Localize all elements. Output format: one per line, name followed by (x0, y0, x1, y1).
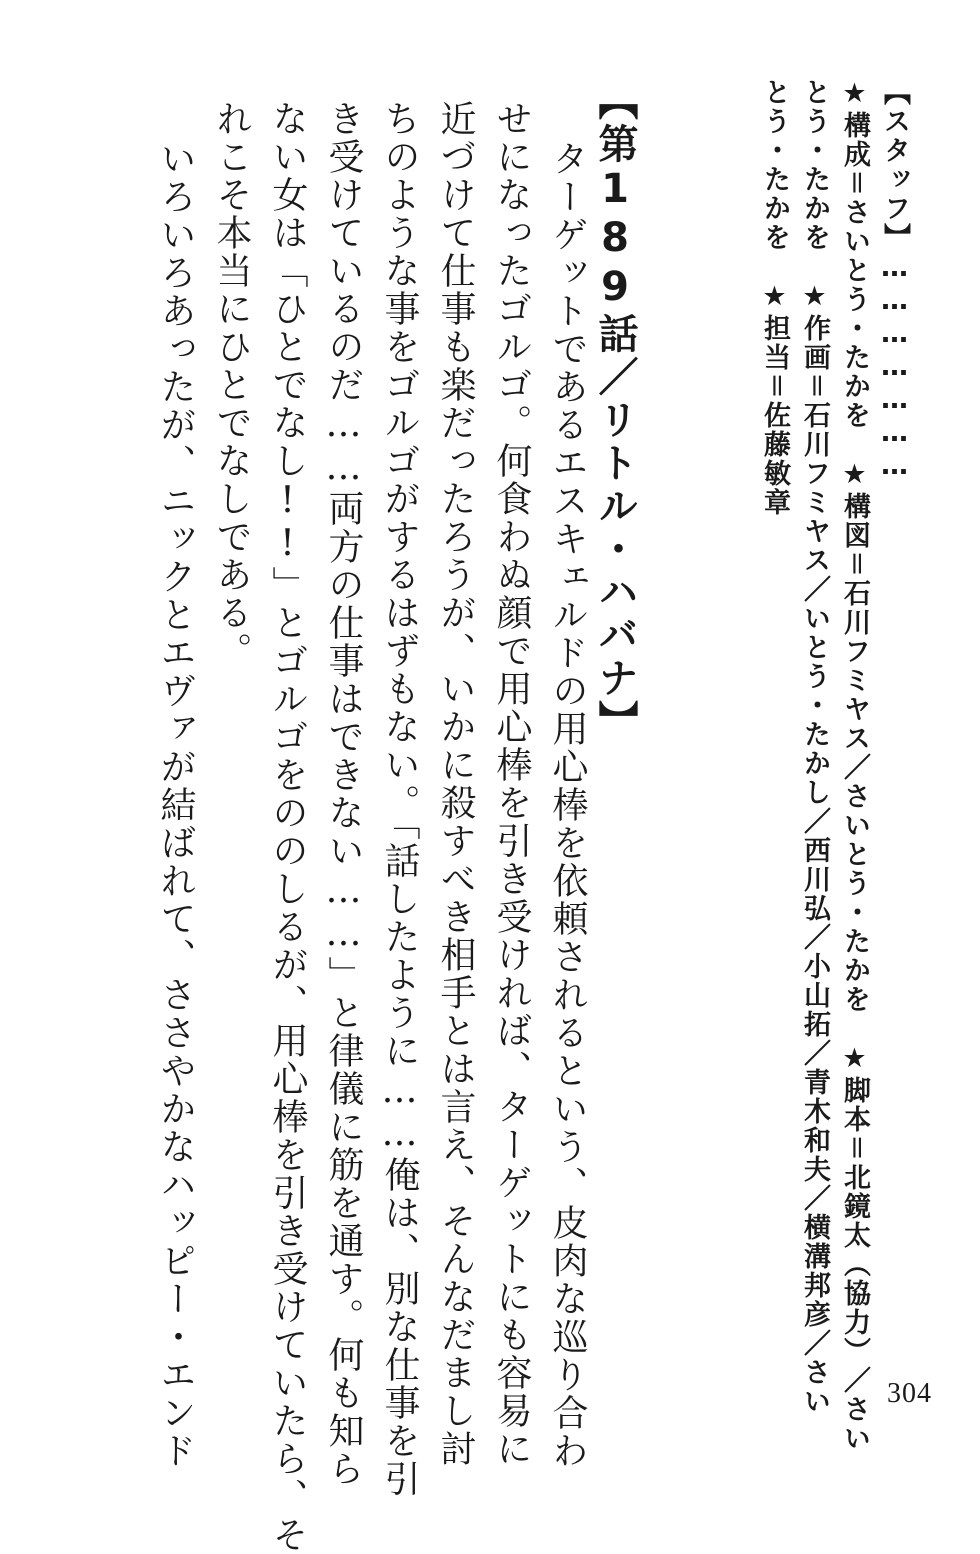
body-text-column: いろいろあったが、ニックとエヴァが結ばれて、ささやかなハッピー・エンド (155, 140, 196, 1470)
body-text-column: 近づけて仕事も楽だったろうが、いかに殺すべき相手とは言え、そんなだまし討 (435, 100, 476, 1468)
body-text-column: ない女は「ひとでなし!!」とゴルゴをののしるが、用心棒を引き受けていたら、そ (267, 100, 308, 1554)
staff-credit-line: とう・たかを ★作画＝石川フミヤス／いとう・たかし／西川弘／小山拓／青木和夫／横溝邦彦／さい (799, 78, 830, 1416)
body-text-column: ちのような事をゴルゴがするはずもない。「話したように……俺は、別な仕事を引 (379, 100, 420, 1498)
staff-heading: 【スタッフ】………………… (879, 78, 910, 483)
staff-credit-line: ★構成＝さいとう・たかを ★構図＝石川フミヤス／さいとう・たかを ★脚本＝北鏡太（協力）／さい (839, 78, 870, 1453)
staff-credit-line: とう・たかを ★担当＝佐藤敏章 (759, 78, 790, 517)
page-number: 304 (887, 1378, 932, 1409)
chapter-title: 【第189話／リトル・ハバナ】 (592, 80, 638, 743)
body-text-column: き受けているのだ……両方の仕事はできない……」と律儀に筋を通す。何も知ら (323, 100, 364, 1488)
body-text-column: せになったゴルゴ。何食わぬ顔で用心棒を引き受ければ、ターゲットにも容易に (491, 100, 532, 1468)
body-text-column: れこそ本当にひとでなしである。 (211, 100, 252, 670)
body-text-column: ターゲットであるエスキェルドの用心棒を依頼されるという、皮肉な巡り合わ (547, 140, 588, 1470)
